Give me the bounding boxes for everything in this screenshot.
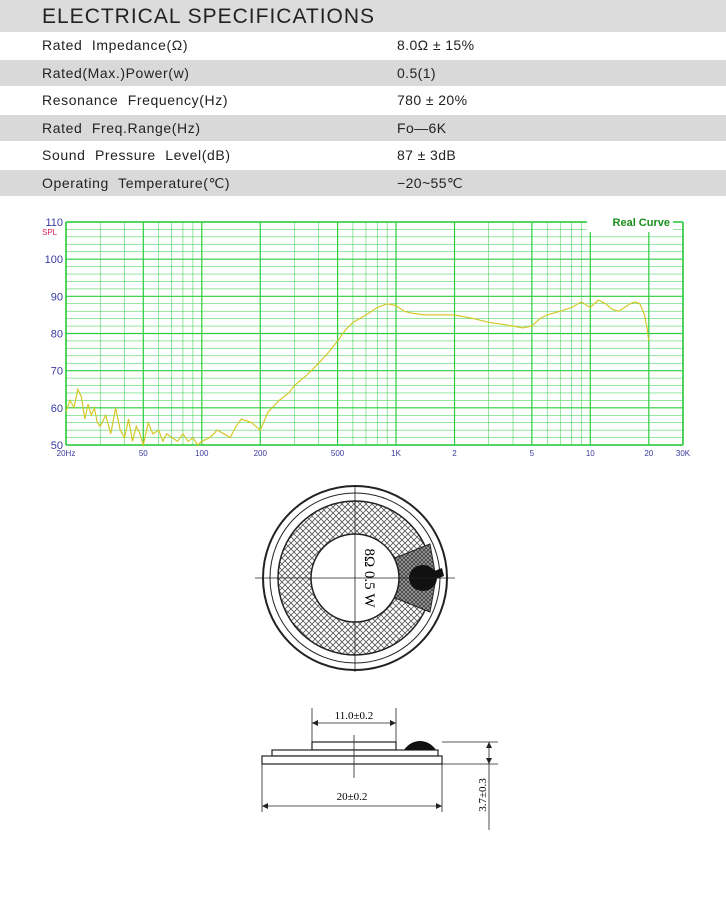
spec-label: Rated Freq.Range(Hz) — [42, 119, 201, 136]
x-tick-label: 1K — [391, 449, 401, 458]
speaker-rating-label: 8Ω 0.5 W — [361, 548, 377, 608]
spec-table — [0, 32, 726, 197]
y-tick-label: 70 — [50, 365, 63, 378]
chart-title: Real Curve — [612, 217, 670, 229]
spec-row-resonance — [0, 87, 726, 115]
spec-value: Fo—6K — [397, 119, 447, 136]
speaker-drawing — [0, 480, 726, 900]
x-tick-label: 10 — [585, 449, 595, 458]
speaker-side-view — [262, 708, 498, 830]
chart-grid — [66, 222, 683, 445]
x-tick-label: 20 — [644, 449, 654, 458]
frame-top — [272, 750, 438, 756]
spec-value: 0.5(1) — [397, 64, 436, 81]
spec-row-freq-range — [0, 115, 726, 143]
dim-label-outer: 20±0.2 — [336, 791, 368, 803]
spec-label: Rated(Max.)Power(w) — [42, 64, 190, 81]
spec-value: 87 ± 3dB — [397, 147, 457, 163]
dim-label-inner: 11.0±0.2 — [334, 710, 374, 722]
x-tick-label: 50 — [138, 449, 148, 458]
dim-label-height: 3.7±0.3 — [477, 778, 489, 812]
y-tick-label: 60 — [50, 402, 63, 415]
x-tick-label: 20Hz — [56, 449, 76, 458]
section-title: ELECTRICAL SPECIFICATIONS — [42, 5, 376, 28]
y-tick-label: 100 — [44, 254, 63, 267]
spec-label: Rated Impedance(Ω) — [42, 37, 189, 53]
x-tick-label: 200 — [253, 449, 267, 458]
speaker-front-view — [255, 486, 455, 672]
spec-row-spl — [0, 142, 726, 170]
x-tick-label: 30K — [675, 449, 691, 458]
spec-label: Sound Pressure Level(dB) — [42, 147, 231, 163]
x-tick-label: 5 — [529, 449, 535, 458]
x-tick-label: 2 — [452, 449, 457, 458]
spec-value: 8.0Ω ± 15% — [397, 37, 475, 53]
spec-value: −20~55℃ — [397, 174, 464, 191]
chart-ylabel: SPL — [42, 228, 58, 237]
y-tick-label: 90 — [50, 291, 63, 304]
frequency-response-chart — [0, 208, 726, 468]
y-tick-label: 50 — [50, 440, 63, 452]
section-header — [0, 0, 726, 33]
y-tick-label: 110 — [45, 217, 63, 229]
spec-label: Operating Temperature(℃) — [42, 174, 231, 191]
chart-labels — [45, 217, 691, 458]
spec-row-power — [0, 60, 726, 88]
chart-series-line — [66, 300, 649, 445]
y-tick-label: 80 — [50, 328, 63, 341]
x-tick-label: 100 — [195, 449, 209, 458]
x-tick-label: 500 — [330, 449, 345, 458]
spec-label: Resonance Frequency(Hz) — [42, 92, 229, 108]
spec-row-impedance — [0, 32, 726, 60]
chart-svg — [0, 208, 726, 468]
drawing-svg — [0, 480, 726, 900]
spec-value: 780 ± 20% — [397, 92, 468, 108]
spec-row-temperature — [0, 170, 726, 198]
side-solder-blob — [404, 741, 436, 750]
frame-base — [262, 756, 442, 764]
